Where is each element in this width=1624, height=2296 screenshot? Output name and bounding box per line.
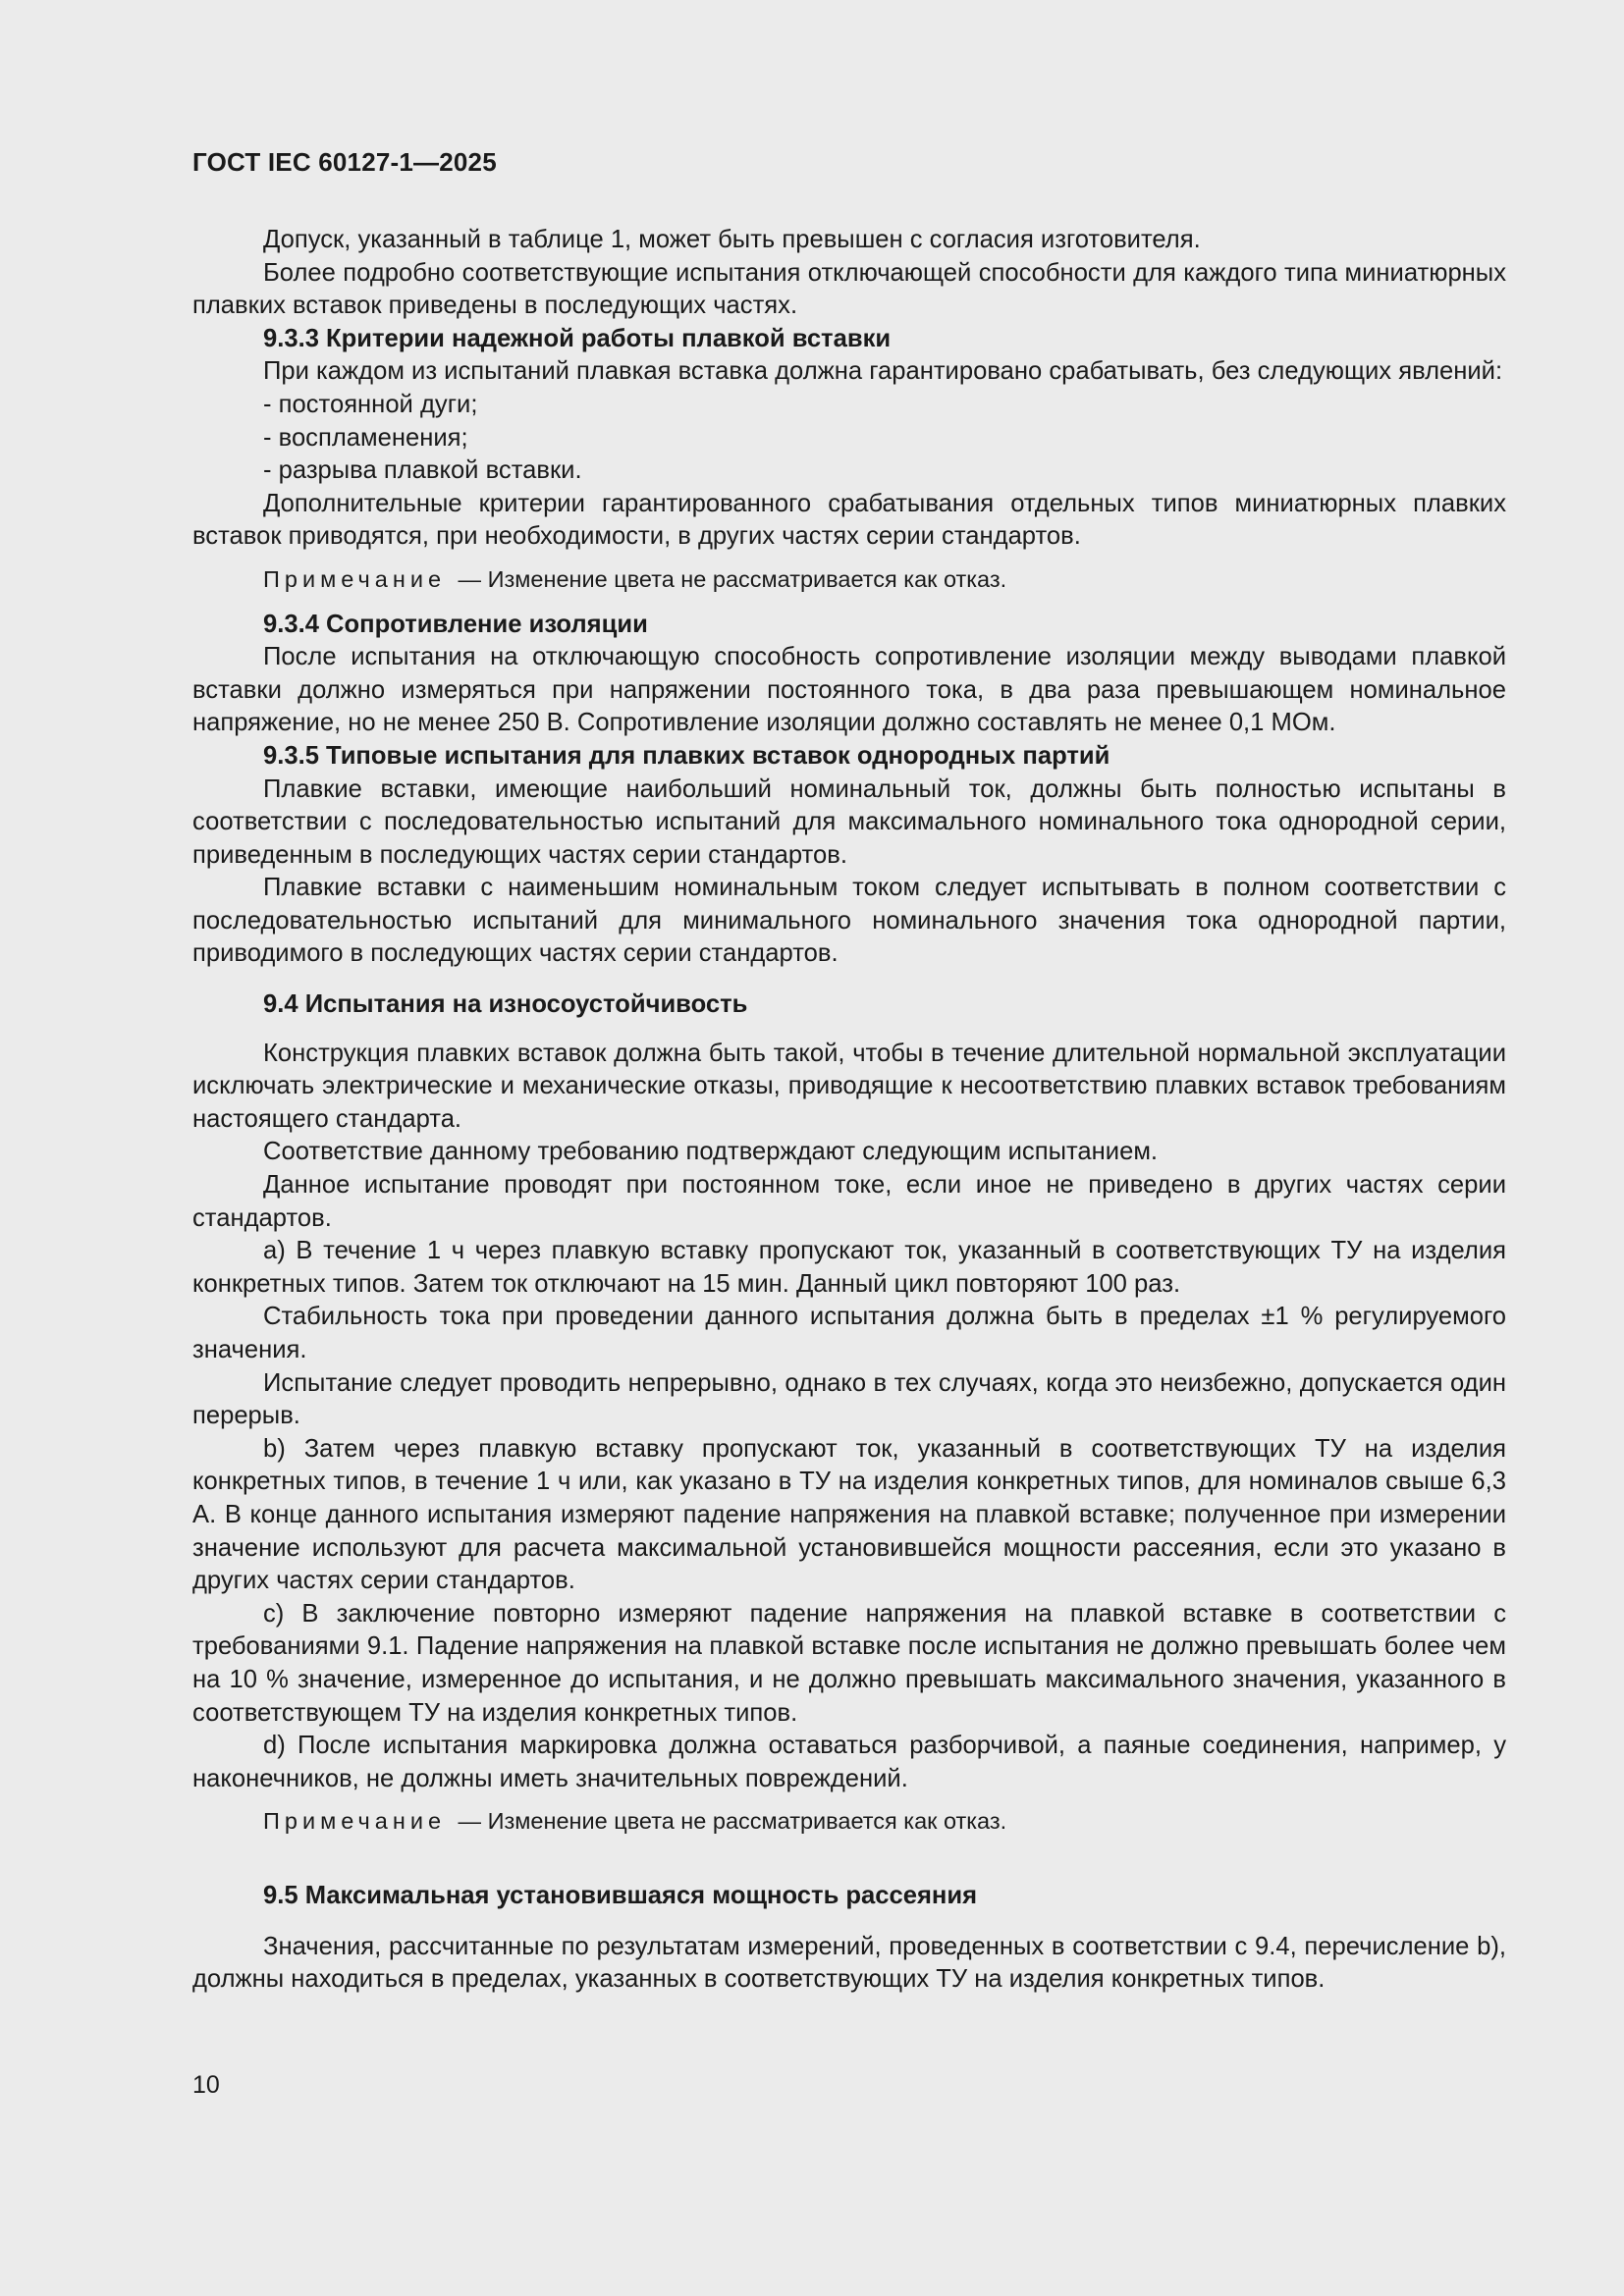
list-item: - разрыва плавкой вставки. [263, 456, 582, 485]
paragraph: Данное испытание проводят при постоянном токе, если иное не приведено в других частях серии стандартов. [192, 1171, 1506, 1232]
subsection-heading: 9.3.4 Сопротивление изоляции [263, 610, 648, 638]
document-body [192, 224, 1506, 1997]
section-heading: 9.4 Испытания на износоустойчивость [263, 990, 748, 1019]
subsection-heading: 9.3.3 Критерии надежной работы плавкой вставки [263, 324, 892, 352]
section-heading: 9.5 Максимальная установившаяся мощность рассеяния [263, 1881, 978, 1909]
note [192, 1805, 1506, 1839]
note-text: — Изменение цвета не рассматривается как отказ. [452, 1808, 1007, 1835]
note-text: — Изменение цвета не рассматривается как отказ. [452, 565, 1007, 592]
list-item: - постоянной дуги; [263, 390, 478, 418]
paragraph: Плавкие вставки, имеющие наибольший номинальный ток, должны быть полностью испытаны в соответствии с последовательностью испытаний для максимального номинального тока однородной серии, приведенным в последующих частях серии стандартов. [192, 774, 1506, 869]
paragraph: d) После испытания маркировка должна оставаться разборчивой, а паяные соединения, например, у наконечников, не должны иметь значительных повреждений. [192, 1732, 1506, 1792]
paragraph: При каждом из испытаний плавкая вставка должна гарантировано срабатывать, без следующих явлений: [263, 357, 1503, 386]
paragraph: Стабильность тока при проведении данного испытания должна быть в пределах ±1 % регулируемого значения. [192, 1303, 1506, 1363]
page-number: 10 [192, 2071, 220, 2099]
paragraph: Конструкция плавких вставок должна быть такой, чтобы в течение длительной нормальной эксплуатации исключать электрические и механические отказы, приводящие к несоответствию плавких вставок требованиям настоящего стандарта. [192, 1039, 1506, 1133]
subsection-heading: 9.3.5 Типовые испытания для плавких вставок однородных партий [263, 741, 1110, 770]
paragraph: a) В течение 1 ч через плавкую вставку пропускают ток, указанный в соответствующих ТУ на изделия конкретных типов. Затем ток отключают на 15 мин. Данный цикл повторяют 100 раз. [192, 1237, 1506, 1298]
paragraph: После испытания на отключающую способность сопротивление изоляции между выводами плавкой вставки должно измеряться при напряжении постоянного тока, в два раза превышающем номинальное напряжение, но не менее 250 В. Сопротивление изоляции должно составлять не менее 0,1 МОм. [192, 643, 1506, 737]
document-header: ГОСТ IEC 60127-1—2025 [192, 147, 497, 177]
paragraph: Значения, рассчитанные по результатам измерений, проведенных в соответствии с 9.4, перечисление b), должны находиться в пределах, указанных в соответствующих ТУ на изделия конкретных типов. [192, 1932, 1506, 1994]
paragraph: Более подробно соответствующие испытания отключающей способности для каждого типа миниатюрных плавких вставок приведены в последующих частях. [192, 258, 1506, 320]
paragraph: Испытание следует проводить непрерывно, однако в тех случаях, когда это неизбежно, допускается один перерыв. [192, 1368, 1506, 1430]
paragraph: b) Затем через плавкую вставку пропускают ток, указанный в соответствующих ТУ на изделия конкретных типов, в течение 1 ч или, как указано в ТУ на изделия конкретных типов, для номиналов свыше 6,3 А. В конце данного испытания измеряют падение напряжения на плавкой вставке; полученное при измерении значение используют для расчета максимальной установившейся мощности рассеяния, если это указано в других частях серии стандартов. [192, 1434, 1506, 1595]
paragraph: c) В заключение повторно измеряют падение напряжения на плавкой вставке в соответствии с требованиями 9.1. Падение напряжения на плавкой вставке после испытания не должно превышать более чем на 10 % значение, измеренное до испытания, и не должно превышать максимального значения, указанного в соответствующем ТУ на изделия конкретных типов. [192, 1599, 1506, 1727]
note-label: Примечание [263, 565, 447, 592]
paragraph: Дополнительные критерии гарантированного срабатывания отдельных типов миниатюрных плавких вставок приводятся, при необходимости, в других частях серии стандартов. [192, 489, 1506, 551]
paragraph: Допуск, указанный в таблице 1, может быть превышен с согласия изготовителя. [263, 226, 1201, 253]
paragraph: Плавкие вставки с наименьшим номинальным током следует испытывать в полном соответствии с последовательностью испытаний для минимального номинального значения тока однородной партии, приводимого в последующих частях серии стандартов. [192, 874, 1506, 968]
list-item: - воспламенения; [263, 423, 468, 452]
note [192, 563, 1506, 597]
paragraph: Соответствие данному требованию подтверждают следующим испытанием. [263, 1138, 1159, 1166]
note-label: Примечание [263, 1808, 447, 1835]
